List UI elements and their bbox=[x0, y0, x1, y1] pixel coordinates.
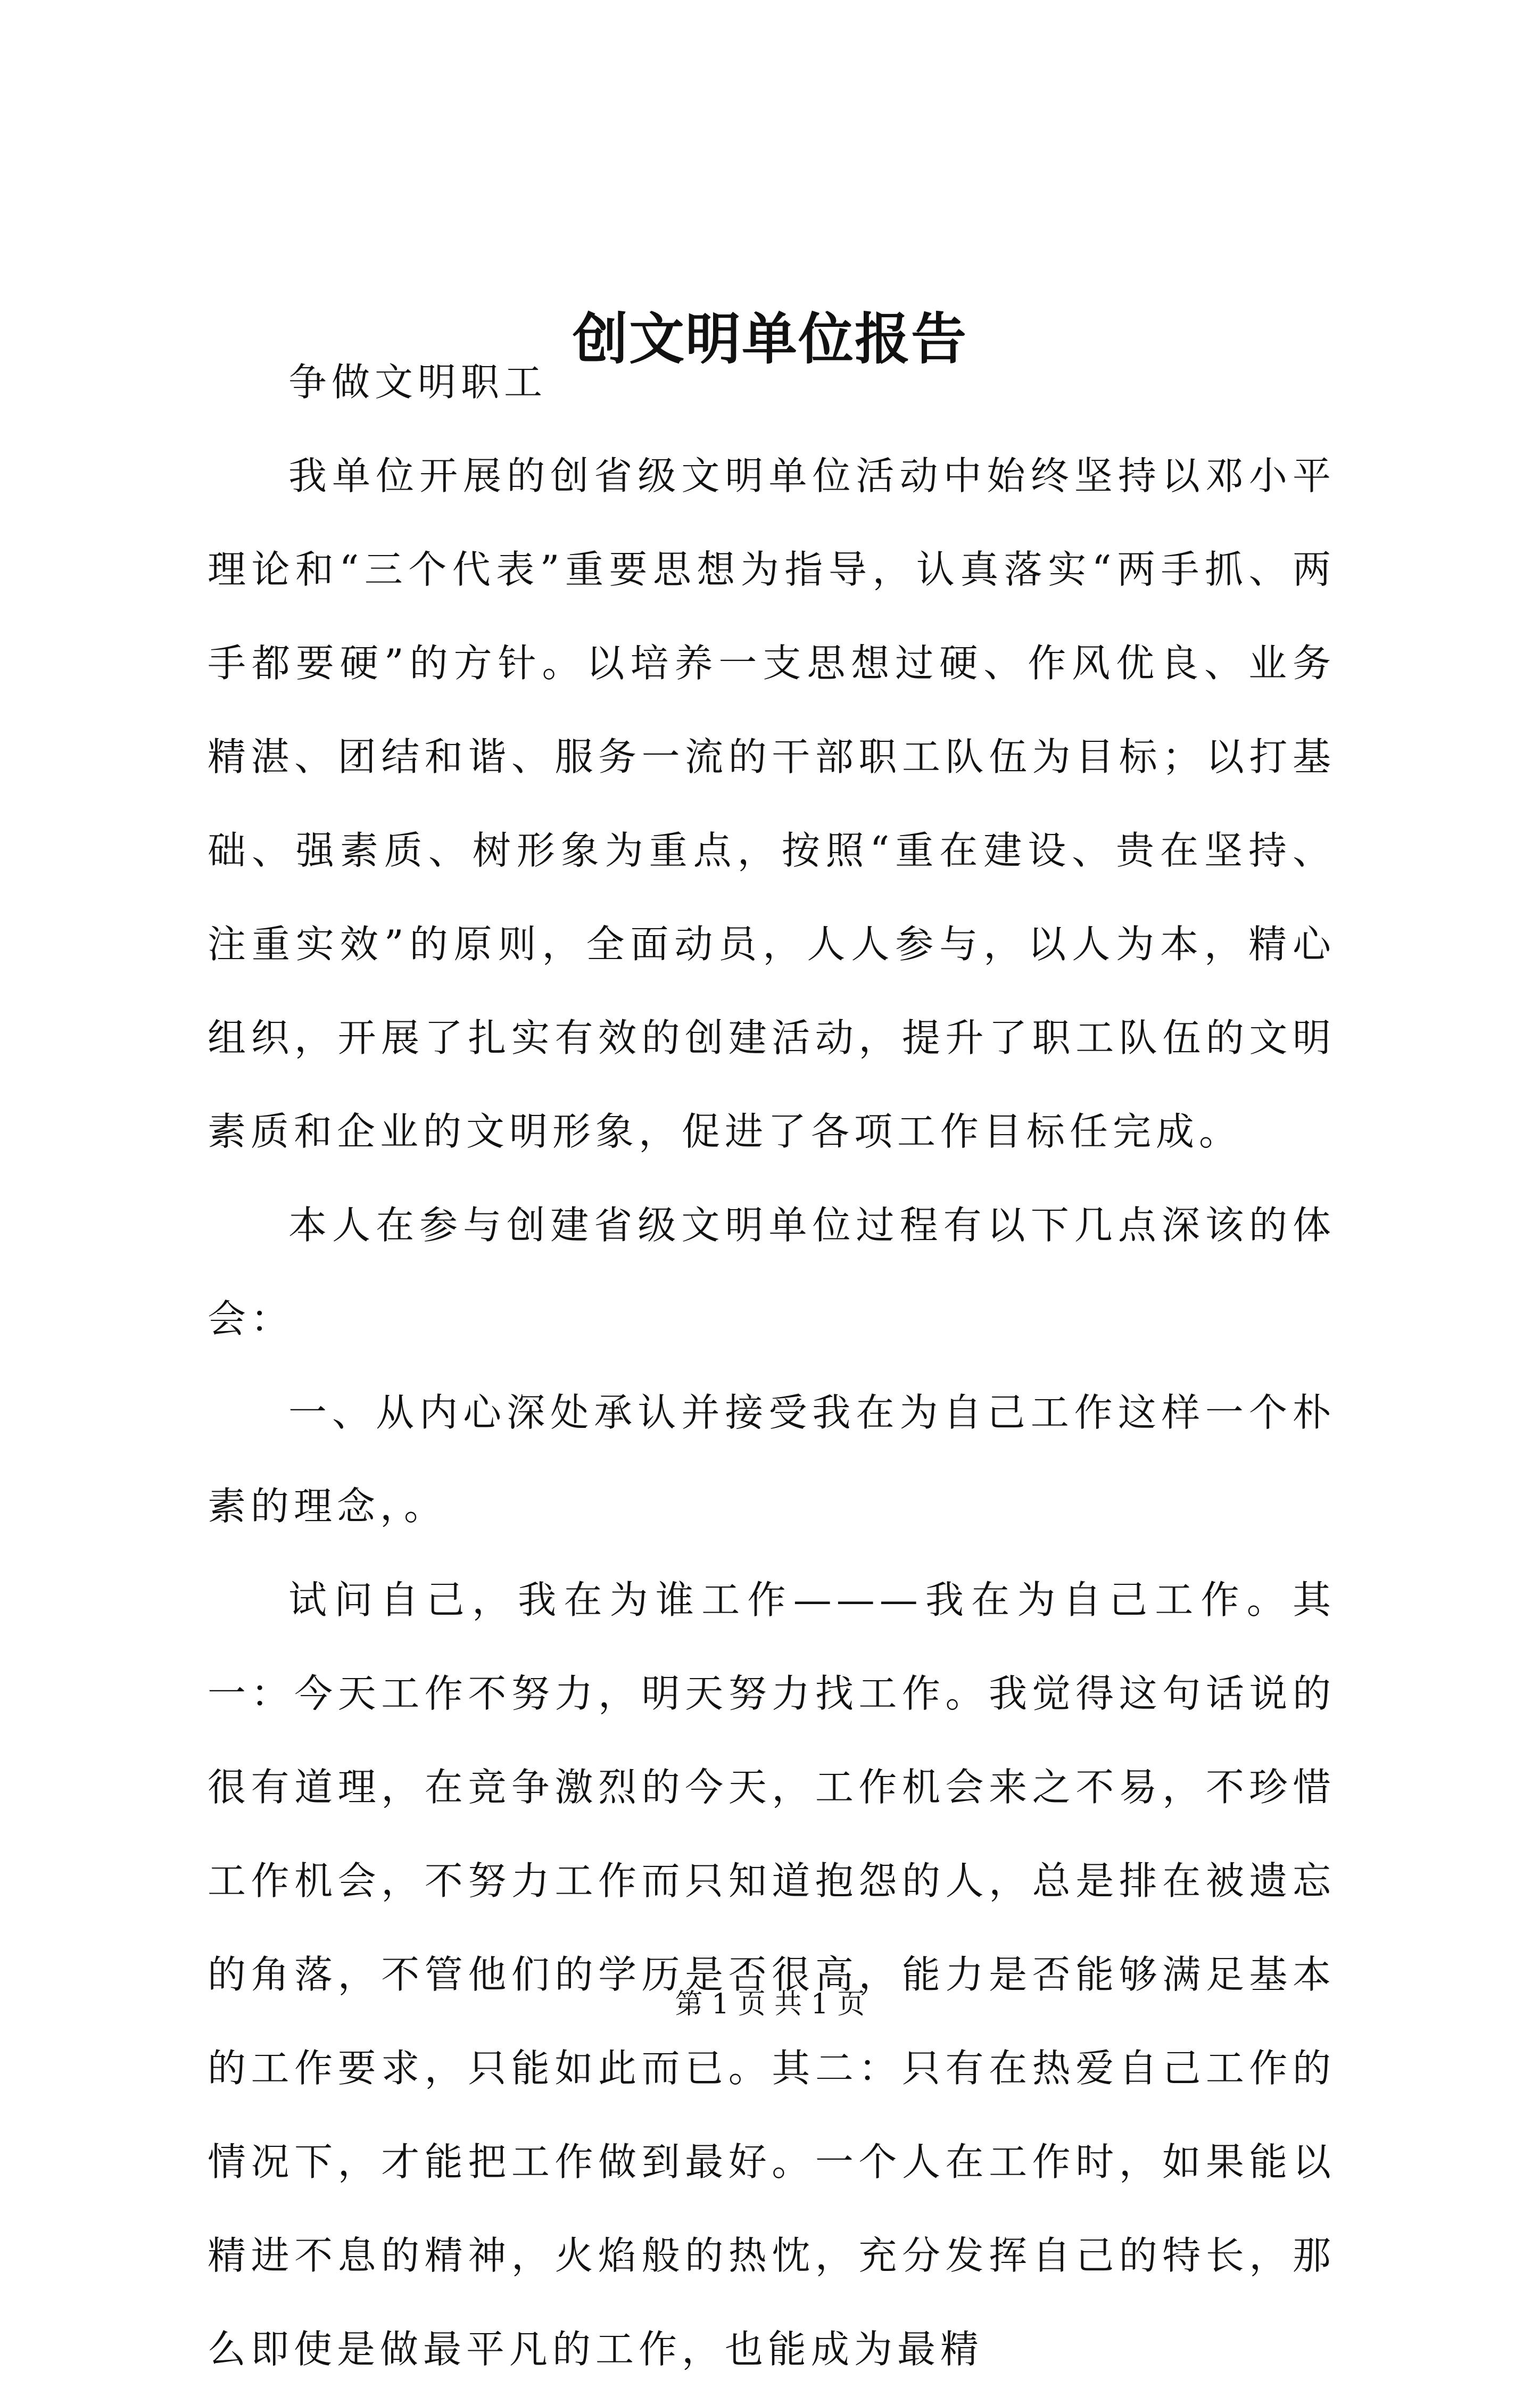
document-body bbox=[208, 335, 1336, 2396]
document-title: 创文明单位报告 bbox=[572, 305, 967, 371]
paragraph-intro: 我单位开展的创省级文明单位活动中始终坚持以邓小平理论和“三个代表”重要思想为指导，认真落实“两手抓、两手都要硬”的方针。以培养一支思想过硬、作风优良、业务精湛、团结和谐、服务一流的干部职工队伍为目标；以打基础、强素质、树形象为重点，按照“重在建设、贵在坚持、注重实效”的原则，全面动员，人人参与，以人为本，精心组织，开展了扎实有效的创建活动，提升了职工队伍的文明素质和企业的文明形象，促进了各项工作目标任完成。 bbox=[208, 453, 1336, 1154]
paragraph-reflection: 试问自己，我在为谁工作———我在为自己工作。其一：今天工作不努力，明天努力找工作。我觉得这句话说的很有道理，在竞争激烈的今天，工作机会来之不易，不珍惜工作机会，不努力工作而只知道抱怨的人，总是排在被遗忘的角落，不管他们的学历是否很高，能力是否能够满足基本的工作要求，只能如此而已。其二：只有在热爱自己工作的情况下，才能把工作做到最好。一个人在工作时，如果能以精进不息的精神，火焰般的热忱，充分发挥自己的特长，那么即使是做最平凡的工作，也能成为最精 bbox=[208, 1577, 1336, 2372]
paragraph-subheading: 争做文明职工 bbox=[288, 360, 548, 404]
paragraph-point-one: 一、从内心深处承认并接受我在为自己工作这样一个朴素的理念，。 bbox=[208, 1390, 1336, 1529]
page-footer: 第 1 页 共 1 页 bbox=[675, 1988, 865, 2020]
paragraph-experience-lead: 本人在参与创建省级文明单位过程有以下几点深该的体会： bbox=[208, 1203, 1336, 1341]
